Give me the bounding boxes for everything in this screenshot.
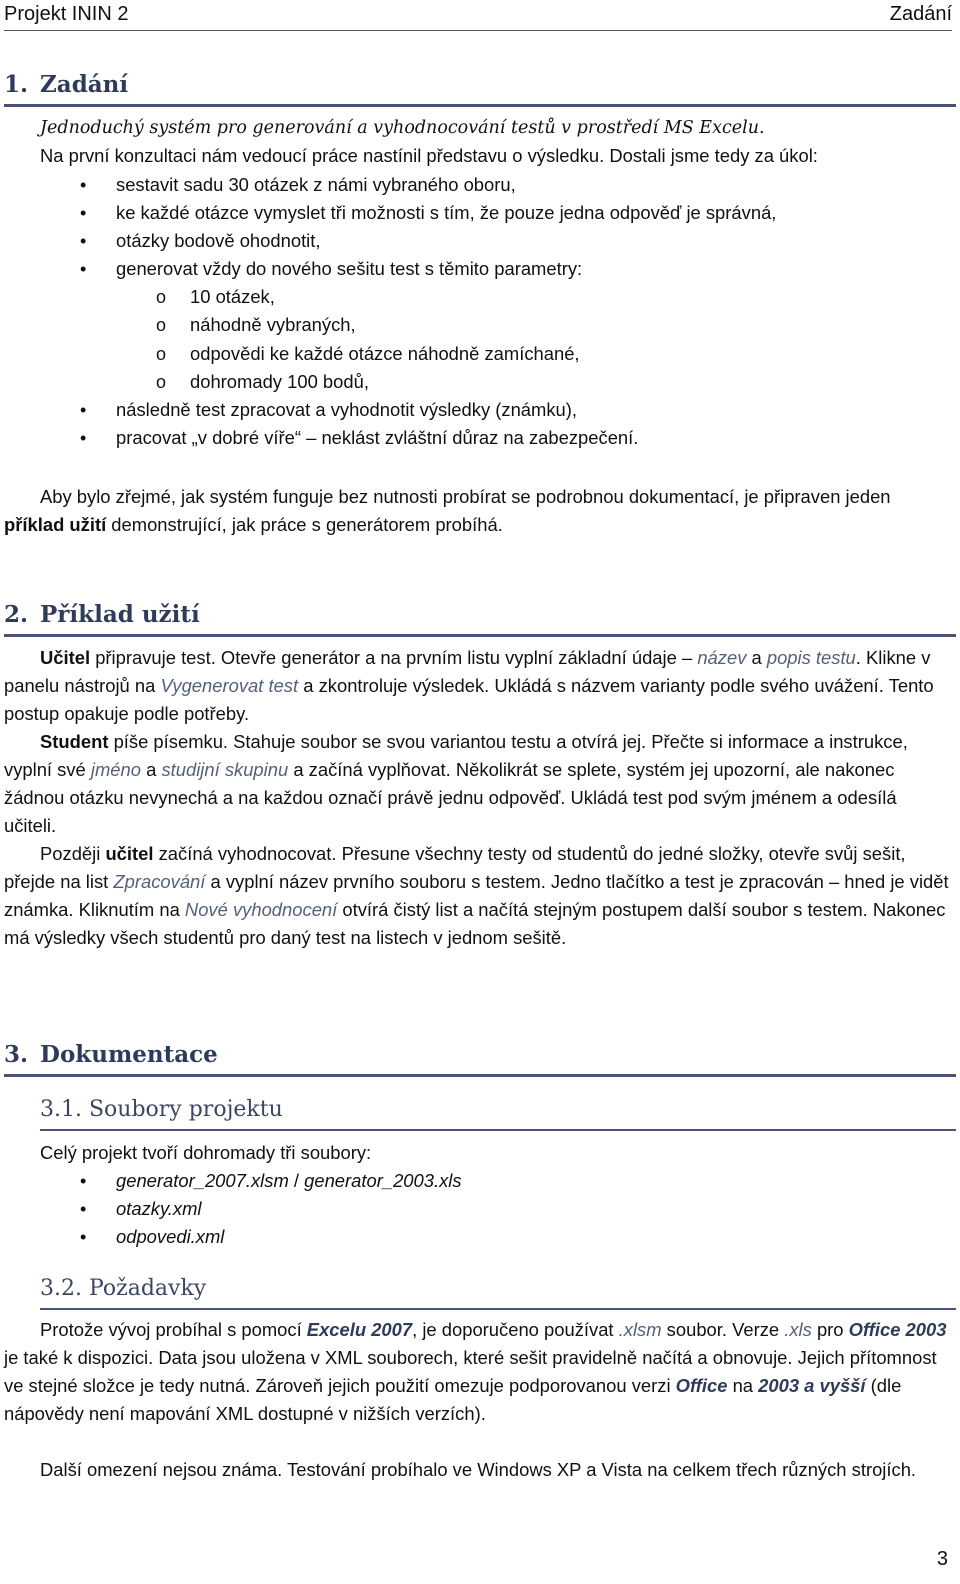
italic-text: .xls — [784, 1319, 812, 1340]
student-paragraph — [4, 728, 952, 840]
text-run: a začíná vyplňovat. Několikrát se splete, systém jej upozorní, ale nakonec žádnou otázku nevynechá a na každou označí právě jednu odpověď. Ukládá test pod svým jménem a odesílá učiteli. — [4, 759, 897, 837]
text-run: a zkontroluje výsledek. Ukládá s názvem varianty podle svého uvážení. Tento postup opakuje podle potřeby. — [4, 675, 934, 725]
page-number: 3 — [936, 1548, 948, 1570]
heading-text: Zadání — [40, 71, 129, 98]
list-item — [0, 1195, 462, 1223]
sub-list-item: o 10 otázek, — [0, 283, 776, 311]
list-item: • pracovat „v dobré víře“ – neklást zvláštní důraz na zabezpečení. — [0, 424, 776, 452]
list-item: • sestavit sadu 30 otázek z námi vybraného oboru, — [0, 171, 776, 199]
italic-text: studijní skupinu — [161, 759, 289, 781]
list-item: • ke každé otázce vymyslet tři možnosti s tím, že pouze jedna odpověď je správná, — [0, 199, 776, 227]
text-run: demonstrující, jak práce s generátorem probíhá. — [106, 514, 503, 536]
heading-zadani — [4, 70, 956, 107]
text-run: Protože vývoj probíhal s pomocí — [40, 1319, 307, 1340]
list-item — [0, 1223, 462, 1251]
list-item: • generovat vždy do nového sešitu test s těmito parametry: — [0, 255, 776, 283]
files-intro: Celý projekt tvoří dohromady tři soubory: — [40, 1142, 372, 1163]
header-project-title: Projekt ININ 2 — [4, 3, 129, 25]
text-run: Aby bylo zřejmé, jak systém funguje bez nutnosti probírat se podrobnou dokumentací, je připraven jeden — [40, 486, 891, 507]
heading-text: Příklad užití — [40, 601, 200, 628]
text-run: připravuje test. Otevře generátor a na prvním listu vyplní základní údaje – — [90, 647, 698, 668]
evaluation-paragraph — [4, 840, 952, 952]
file-name: otazky.xml — [116, 1198, 202, 1220]
bold-italic-text: Office 2003 — [848, 1319, 947, 1340]
text-run: / — [288, 1170, 305, 1191]
bold-text: Učitel — [40, 647, 91, 668]
italic-text: Vygenerovat test — [160, 675, 299, 697]
text-run: . Klikne v panelu nástrojů na — [4, 647, 931, 697]
text-run: , je doporučeno používat — [412, 1319, 619, 1340]
heading-priklad-uziti — [4, 600, 956, 637]
text-run: píše písemku. Stahuje soubor se svou variantou testu a otvírá jej. Přečte si informace a instrukce, vyplní své — [4, 731, 908, 781]
text-run: soubor. Verze — [661, 1319, 785, 1340]
text-run: začíná vyhodnocovat. Přesune všechny testy od studentů do jedné složky, otevře svůj sešit, přejde na list — [4, 843, 906, 893]
italic-text: .xlsm — [618, 1319, 662, 1340]
text-run: otvírá čistý list a načítá stejným postupem další soubor s testem. Nakonec má výsledky všech studentů pro daný test na listech v jednom sešitě. — [4, 899, 946, 949]
teacher-paragraph — [4, 644, 952, 728]
list-item: • následně test zpracovat a vyhodnotit výsledky (známku), — [0, 396, 776, 424]
bold-italic-text: 2003 a vyšší — [758, 1375, 866, 1397]
text-run: (dle nápovědy není mapování XML dostupné v nižších verzích). — [4, 1375, 902, 1425]
italic-text: popis testu — [766, 647, 856, 668]
text-run: Později — [40, 843, 106, 864]
bold-text: učitel — [105, 843, 154, 864]
italic-text: Zpracování — [113, 871, 206, 893]
file-name: odpovedi.xml — [116, 1226, 225, 1248]
file-list — [0, 1167, 462, 1251]
sub-list-item: o náhodně vybraných, — [0, 311, 776, 339]
heading-dokumentace — [4, 1040, 956, 1077]
requirements-paragraph — [4, 1316, 952, 1428]
list-item — [0, 1167, 462, 1195]
bold-italic-text: Excelu 2007 — [306, 1319, 413, 1340]
heading-number: 1. — [4, 71, 29, 98]
bold-italic-text: Office — [675, 1375, 728, 1397]
subheading-pozadavky: 3.2. Požadavky — [40, 1274, 956, 1310]
example-paragraph — [4, 483, 952, 539]
text-run: a — [140, 759, 162, 781]
heading-text: Dokumentace — [40, 1041, 218, 1068]
intro-paragraph: Na první konzultaci nám vedoucí práce nastínil představu o výsledku. Dostali jsme tedy za úkol: — [40, 145, 818, 166]
text-run: pro — [811, 1319, 849, 1340]
text-run: na — [727, 1375, 759, 1397]
file-name: generator_2003.xls — [304, 1170, 462, 1191]
limitations-paragraph — [4, 1456, 952, 1484]
header-section-title: Zadání — [889, 3, 952, 25]
text-run: Další omezení nejsou známa. Testování probíhalo ve Windows XP a Vista na celkem třech různých strojích. — [40, 1459, 917, 1480]
intro-italic: Jednoduchý systém pro generování a vyhodnocování testů v prostředí MS Excelu. — [40, 118, 765, 138]
file-name: generator_2007.xlsm — [116, 1170, 289, 1191]
bold-text: Student — [40, 731, 109, 752]
italic-text: jméno — [90, 759, 141, 781]
bold-text: příklad užití — [4, 514, 107, 536]
sub-list-item: o odpovědi ke každé otázce náhodně zamíchané, — [0, 340, 776, 368]
sub-list-item: o dohromady 100 bodů, — [0, 368, 776, 396]
italic-text: Nové vyhodnocení — [184, 899, 338, 921]
text-run: je také k dispozici. Data jsou uložena v XML souborech, které sešit pravidelně načítá a obnovuje. Jejich přítomnost ve stejné složce je tedy nutná. Zároveň jejich použití omezuje podporovanou verzi — [4, 1347, 937, 1397]
task-list — [0, 171, 776, 452]
text-run: a vyplní název prvního souboru s testem. Jedno tlačítko a test je zpracován – hned je vidět známka. Kliknutím na — [4, 871, 949, 921]
text-run: a — [746, 647, 767, 668]
list-item: • otázky bodově ohodnotit, — [0, 227, 776, 255]
subheading-soubory-projektu: 3.1. Soubory projektu — [40, 1095, 956, 1131]
heading-number: 2. — [4, 601, 29, 628]
italic-text: název — [697, 647, 747, 668]
heading-number: 3. — [4, 1041, 29, 1068]
page-header — [4, 0, 952, 31]
